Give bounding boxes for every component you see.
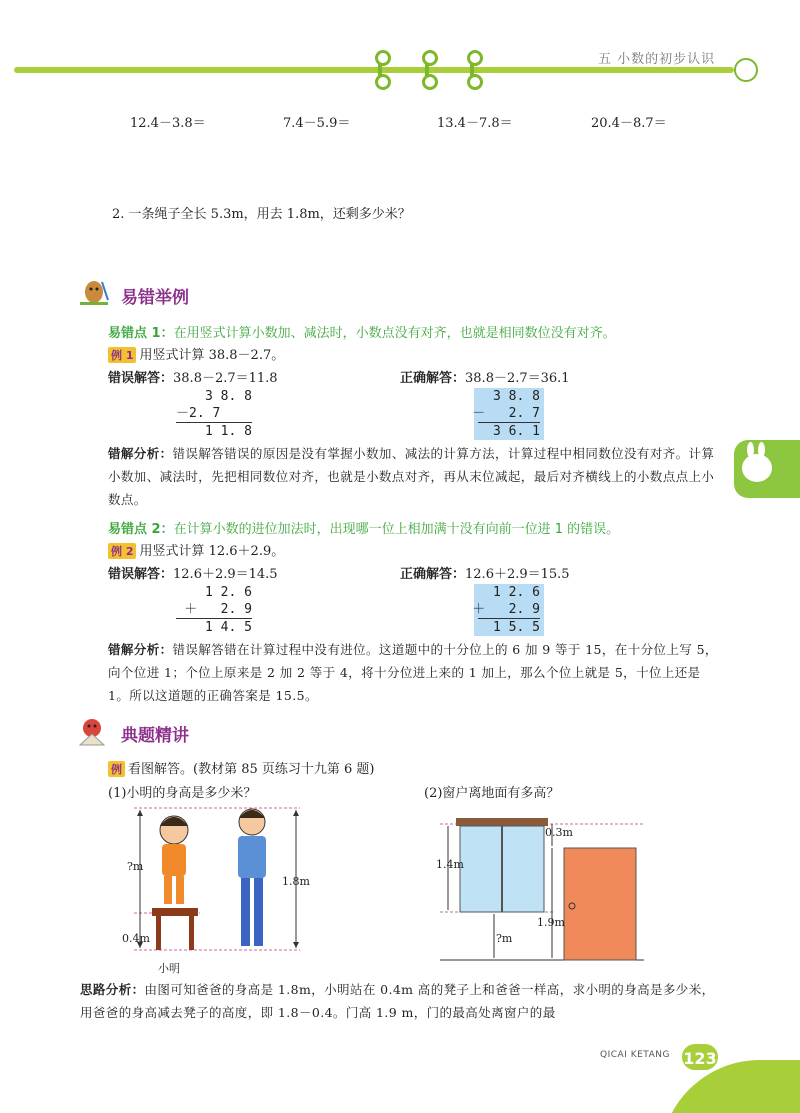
analysis-text: 错误解答错误的原因是没有掌握小数加、减法的计算方法，计算过程中相同数位没有对齐。计算小数加、减法时，先把相同数位对齐，也就是小数点对齐，再从末位减起，最后对齐横线上的小数点点上小数点。 bbox=[108, 446, 715, 507]
question-2: 2. 一条绳子全长 5.3m，用去 1.8m，还剩多少米？ bbox=[112, 207, 411, 222]
unknown-label: ?m bbox=[127, 860, 144, 873]
header-rule bbox=[14, 67, 734, 73]
right-equation: 12.6＋2.9＝15.5 bbox=[465, 567, 570, 582]
right-vertical-calc-2: 1 2. 6 ＋ 2. 9 1 5. 5 bbox=[474, 584, 544, 636]
right-answer-2 bbox=[400, 563, 570, 582]
example-1 bbox=[108, 344, 284, 363]
figure-window-door bbox=[434, 812, 654, 972]
point-label: 易错点 1： bbox=[108, 326, 174, 341]
point-text: 在计算小数的进位加法时，出现哪一位上相加满十没有向前一位进 1 的错误。 bbox=[173, 522, 620, 537]
right-equation: 38.8－2.7＝36.1 bbox=[465, 371, 570, 386]
point-label: 易错点 2： bbox=[108, 522, 174, 537]
dad-body bbox=[238, 836, 266, 878]
figure-height bbox=[120, 800, 330, 980]
thinking-analysis bbox=[80, 978, 720, 1024]
exercise-item: 12.4－3.8＝ bbox=[130, 116, 206, 131]
stool bbox=[152, 908, 198, 916]
section-title-examples: 典题精讲 bbox=[121, 726, 189, 746]
question-1: (1)小明的身高是多少米？ bbox=[108, 786, 257, 801]
door-height-label: 1.9m bbox=[537, 916, 565, 929]
analysis-text: 由图可知爸爸的身高是 1.8m，小明站在 0.4m 高的凳子上和爸爸一样高，求小明的身高是多少米，用爸爸的身高减去凳子的高度，即 1.8－0.4。门高 1.9 m，门的最高处离窗户的最 bbox=[80, 982, 715, 1020]
example-text: 用竖式计算 38.8－2.7。 bbox=[139, 348, 285, 363]
section-title-errors: 易错举例 bbox=[121, 288, 189, 308]
side-tab bbox=[734, 440, 800, 498]
right-answer-1 bbox=[400, 367, 570, 386]
point-text: 在用竖式计算小数加、减法时，小数点没有对齐，也就是相同数位没有对齐。 bbox=[173, 326, 616, 341]
example-3 bbox=[108, 758, 375, 777]
question-2-window: (2)窗户离地面有多高？ bbox=[424, 786, 560, 801]
analysis-label: 错解分析： bbox=[108, 642, 173, 657]
example-text: 看图解答。(教材第 85 页练习十九第 6 题) bbox=[128, 762, 375, 777]
analysis-2 bbox=[108, 638, 722, 707]
analysis-label: 错解分析： bbox=[108, 446, 173, 461]
gap-label: 0.3m bbox=[545, 826, 573, 839]
example-tag: 例 1 bbox=[108, 347, 136, 363]
window-frame bbox=[456, 818, 548, 826]
dad-height-label: 1.8m bbox=[282, 875, 310, 888]
boy-body bbox=[162, 844, 186, 876]
example-2 bbox=[108, 540, 284, 559]
example-text: 用竖式计算 12.6＋2.9。 bbox=[139, 544, 285, 559]
stool-height-label: 0.4m bbox=[122, 932, 150, 945]
mascot-icon bbox=[734, 58, 758, 82]
right-label: 正确解答： bbox=[400, 567, 466, 582]
exercise-item: 13.4－7.8＝ bbox=[437, 116, 513, 131]
footer-curve bbox=[660, 1060, 800, 1113]
rabbit-icon bbox=[742, 454, 772, 482]
exercise-item: 20.4－8.7＝ bbox=[591, 116, 667, 131]
wrong-answer-1 bbox=[108, 367, 278, 386]
analysis-text: 错误解答错在计算过程中没有进位。这道题中的十分位上的 6 加 9 等于 15，在十分位上写 5，向个位进 1；个位上原来是 2 加 2 等于 4，将十分位进上来的 1 加上，那么个位上就是 5，十位上还是 1。所以这道题的正确答案是 15.5。 bbox=[108, 642, 718, 703]
wrong-equation: 38.8－2.7＝11.8 bbox=[173, 371, 278, 386]
wrong-vertical-calc-1: 3 8. 8 －2. 7 1 1. 8 bbox=[176, 389, 252, 439]
pin-decoration bbox=[378, 52, 382, 88]
brand-text: QICAI KETANG bbox=[600, 1050, 670, 1060]
pin-decoration bbox=[470, 52, 474, 88]
page-number: 123 bbox=[680, 1042, 720, 1072]
example-tag: 例 bbox=[108, 761, 125, 777]
analysis-1 bbox=[108, 442, 722, 511]
wrong-vertical-calc-2: 1 2. 6 ＋ 2. 9 1 4. 5 bbox=[172, 584, 256, 636]
pencil-mascot-icon bbox=[76, 276, 112, 306]
right-vertical-calc-1: 3 8. 8 － 2. 7 3 6. 1 bbox=[474, 388, 544, 440]
pin-decoration bbox=[425, 52, 429, 88]
right-label: 正确解答： bbox=[400, 371, 466, 386]
chapter-title: 五 小数的初步认识 bbox=[598, 52, 716, 67]
window-floor-label: ?m bbox=[496, 932, 513, 945]
error-point-1 bbox=[108, 322, 616, 341]
window-height-label: 1.4m bbox=[436, 858, 464, 871]
wrong-label: 错误解答： bbox=[108, 567, 174, 582]
figure-caption: 小明 bbox=[158, 962, 180, 975]
wrong-equation: 12.6＋2.9＝14.5 bbox=[173, 567, 278, 582]
wrong-answer-2 bbox=[108, 563, 278, 582]
example-tag: 例 2 bbox=[108, 543, 136, 559]
exercise-item: 7.4－5.9＝ bbox=[283, 116, 351, 131]
apple-mascot-icon bbox=[76, 716, 112, 746]
error-point-2 bbox=[108, 518, 619, 537]
wrong-label: 错误解答： bbox=[108, 371, 174, 386]
analysis-label: 思路分析： bbox=[80, 982, 145, 997]
